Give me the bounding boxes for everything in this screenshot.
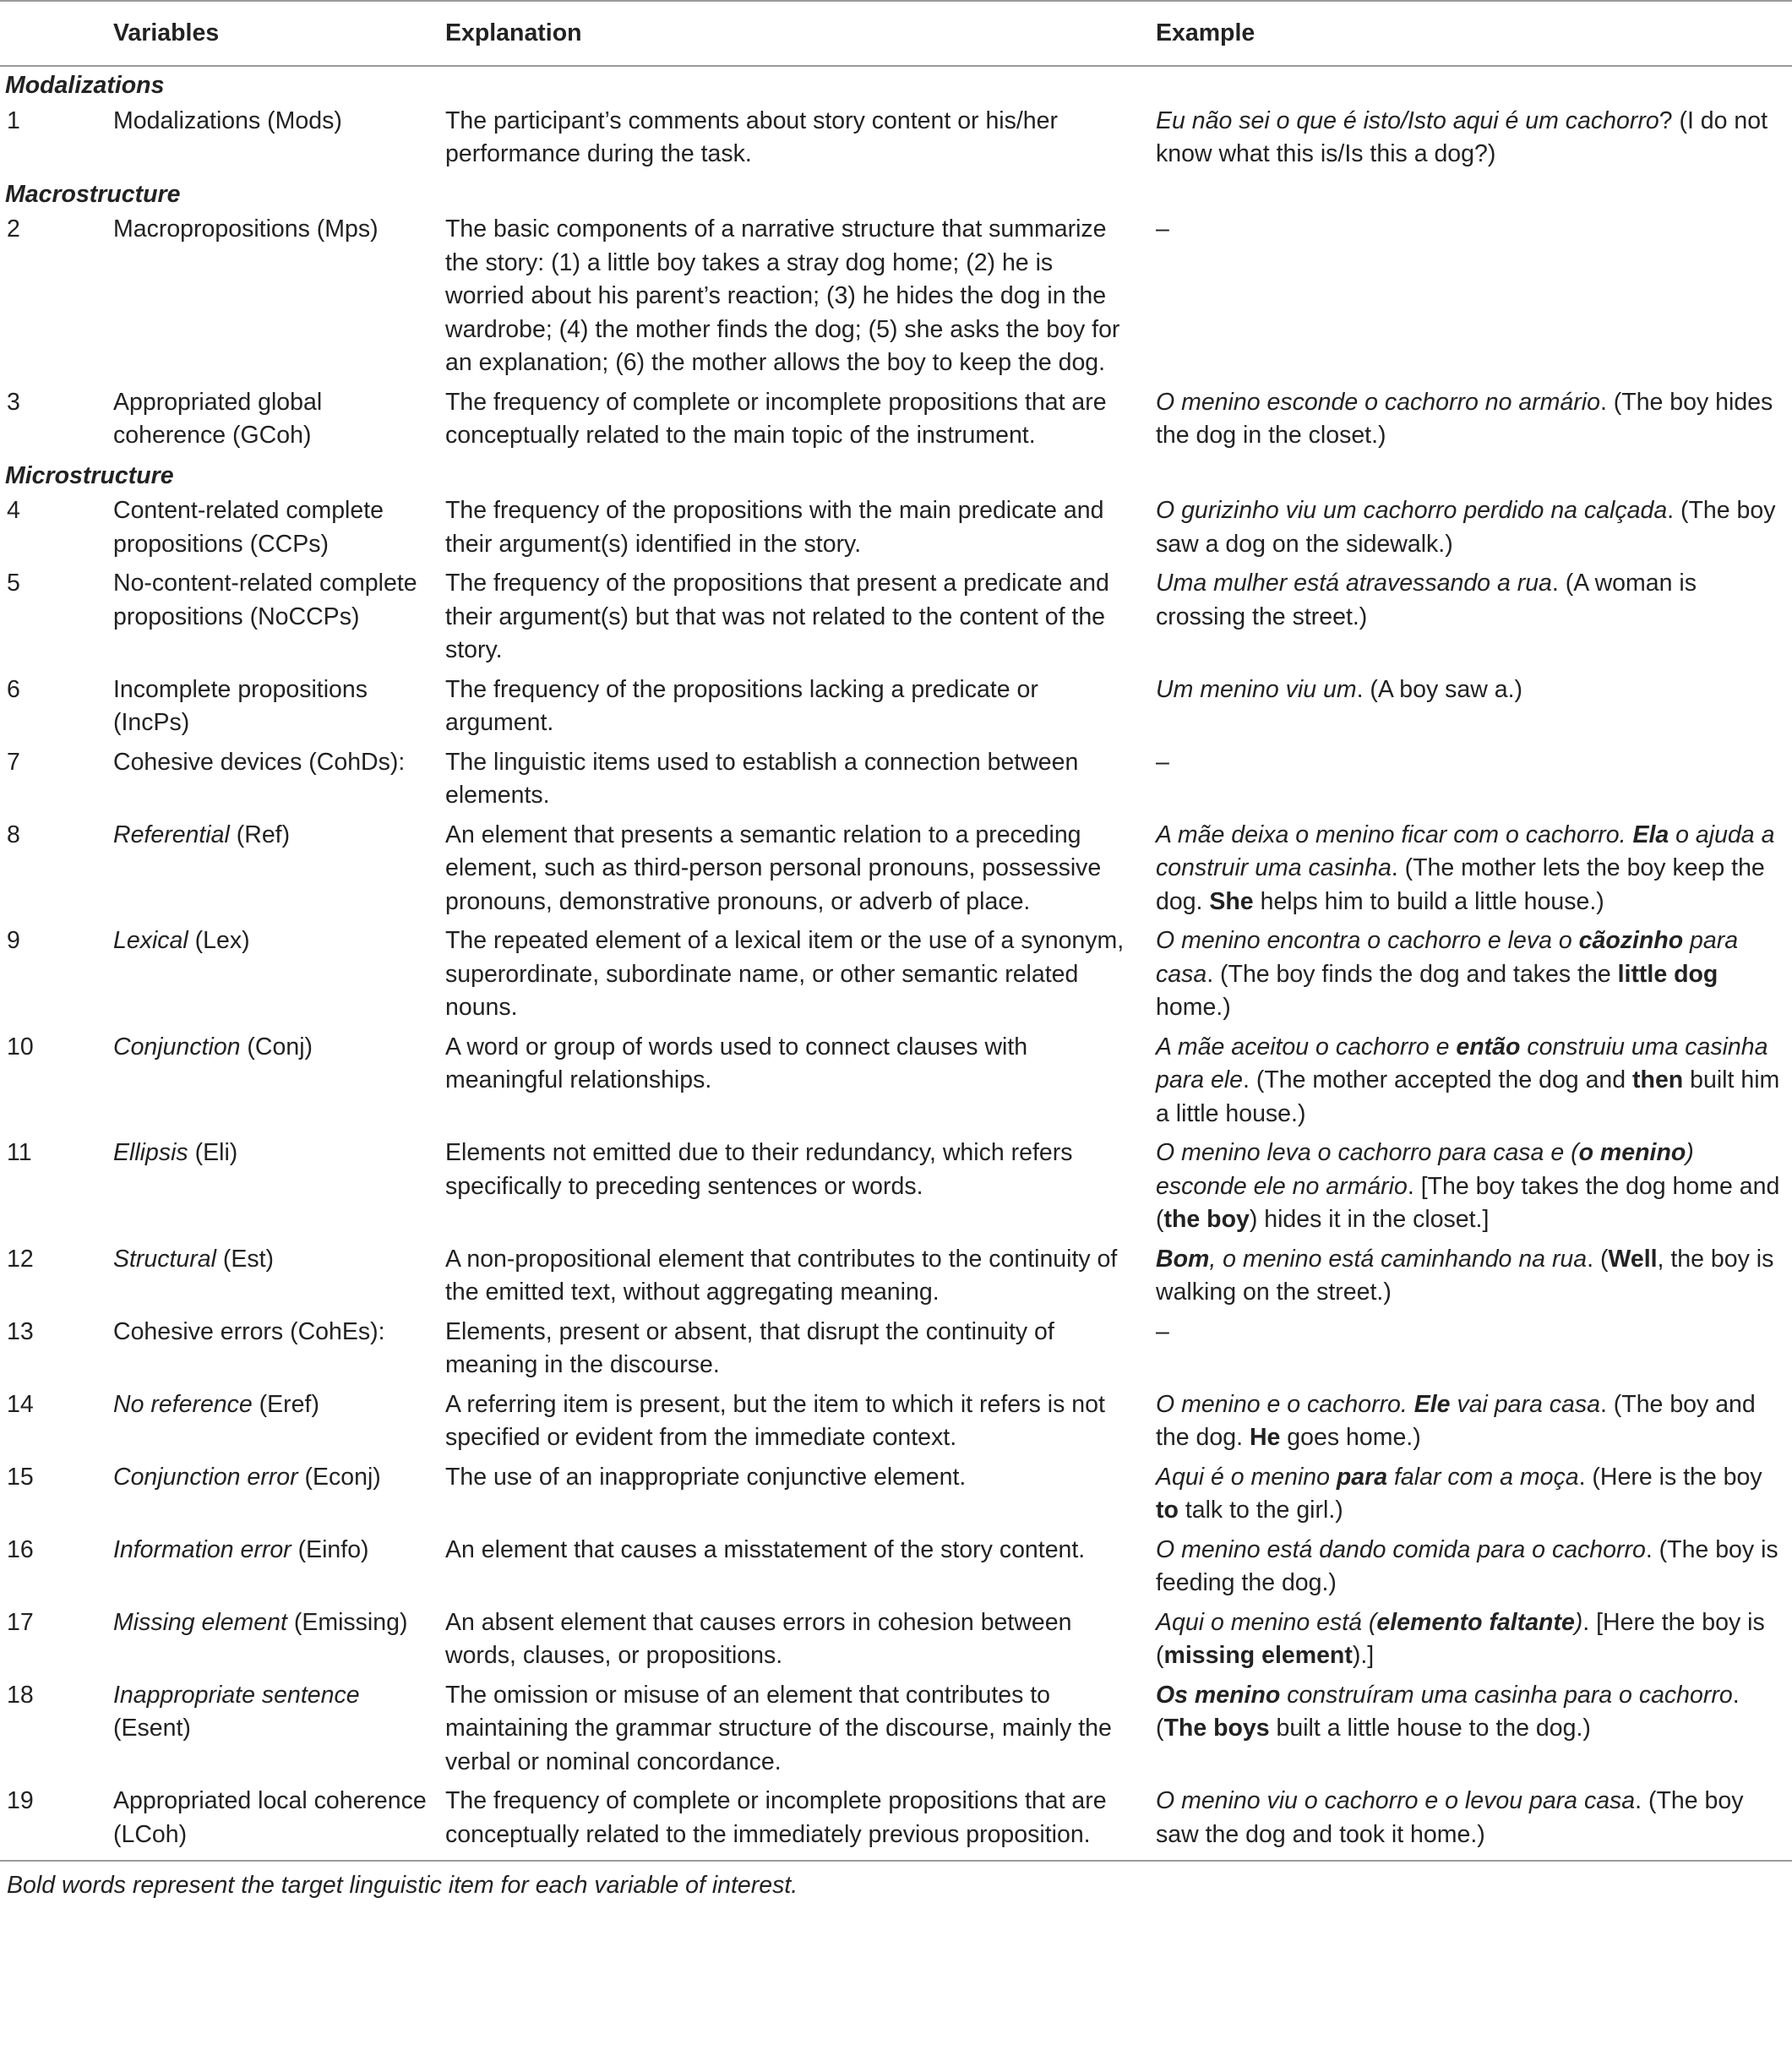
variable-text: (Eli) bbox=[188, 1139, 238, 1166]
variable-text: Conjunction bbox=[113, 1033, 241, 1061]
example-text: então bbox=[1456, 1033, 1521, 1061]
example-text: built a little house to the dog.) bbox=[1269, 1715, 1591, 1742]
example-text: Uma mulher está atravessando a rua bbox=[1156, 570, 1552, 597]
example-text: . (The boy finds the dog and takes the bbox=[1206, 960, 1618, 988]
variable-text: (Lex) bbox=[188, 927, 250, 954]
table-header-row bbox=[0, 1, 1792, 66]
explanation-cell: The frequency of complete or incomplete propositions that are conceptually related to the main topic of the instrument. bbox=[445, 388, 1107, 449]
section-row bbox=[0, 457, 1792, 493]
row-number: 7 bbox=[7, 748, 20, 776]
header-number bbox=[0, 1, 113, 66]
section-row bbox=[0, 66, 1792, 103]
variable-text: (Conj) bbox=[240, 1033, 313, 1061]
header-variables: Variables bbox=[113, 1, 445, 66]
variable-text: Modalizations (Mods) bbox=[113, 106, 342, 134]
example-cell bbox=[1156, 1314, 1792, 1387]
explanation-cell: The frequency of the propositions lacking a predicate or argument. bbox=[445, 675, 1038, 736]
variable-cell bbox=[113, 384, 445, 457]
example-text: goes home.) bbox=[1280, 1424, 1421, 1451]
variable-cell bbox=[113, 1241, 445, 1314]
explanation-cell: An absent element that causes errors in cohesion between words, clauses, or propositions. bbox=[445, 1608, 1072, 1669]
section-title: Modalizations bbox=[5, 72, 165, 99]
row-number: 14 bbox=[7, 1390, 34, 1418]
table-row bbox=[0, 923, 1792, 1029]
example-text: Eu não sei o que é isto/Isto aqui é um cachorro bbox=[1156, 106, 1659, 134]
example-text: ? (I do not know what this is/Is this a dog?) bbox=[1156, 106, 1768, 167]
example-cell bbox=[1156, 817, 1792, 924]
example-text: – bbox=[1156, 215, 1169, 243]
example-text: Os menino bbox=[1156, 1681, 1281, 1709]
variable-text: Appropriated global coherence (GCoh) bbox=[113, 388, 323, 449]
example-text: . ( bbox=[1156, 1681, 1740, 1742]
row-number: 5 bbox=[7, 570, 20, 597]
explanation-cell: The frequency of the propositions that present a predicate and their argument(s) but that was not related to the content of the story. bbox=[445, 570, 1109, 663]
example-text: elemento faltante bbox=[1376, 1608, 1575, 1636]
example-text: O menino viu o cachorro e o levou para casa bbox=[1156, 1787, 1636, 1814]
example-text: Aqui o menino está ( bbox=[1156, 1608, 1377, 1636]
variable-text: Information error bbox=[113, 1535, 291, 1563]
table-row bbox=[0, 744, 1792, 817]
variable-text: Referential bbox=[113, 821, 230, 848]
variable-text: No reference bbox=[113, 1390, 253, 1418]
variable-text: Inappropriate sentence bbox=[113, 1681, 360, 1709]
variable-text: (Emissing) bbox=[286, 1608, 408, 1636]
variable-cell bbox=[113, 211, 445, 384]
example-text: , the boy is walking on the street.) bbox=[1156, 1245, 1774, 1306]
example-text: o ajuda a construir uma casinha bbox=[1156, 821, 1775, 881]
table-body bbox=[0, 66, 1792, 1861]
variable-text: (Ref) bbox=[229, 821, 291, 848]
variable-text: Cohesive devices (CohDs): bbox=[113, 748, 406, 776]
example-text: O menino encontra o cachorro e leva o bbox=[1156, 927, 1579, 954]
example-text: . (The boy and the dog. bbox=[1156, 1390, 1756, 1451]
explanation-cell: Elements not emitted due to their redundancy, which refers specifically to preceding sentences or words. bbox=[445, 1139, 1073, 1200]
section-title: Microstructure bbox=[5, 461, 174, 489]
example-text: . (The boy saw the dog and took it home.) bbox=[1156, 1787, 1744, 1848]
variable-text: Lexical bbox=[113, 927, 188, 954]
variable-cell bbox=[113, 1387, 445, 1459]
example-cell bbox=[1156, 384, 1792, 457]
variable-text: Content-related complete propositions (CCPs) bbox=[113, 497, 384, 558]
example-text: Um menino viu um bbox=[1156, 675, 1357, 703]
table-row bbox=[0, 1135, 1792, 1241]
example-cell bbox=[1156, 1135, 1792, 1241]
example-text: para casa bbox=[1156, 927, 1739, 988]
table-row bbox=[0, 384, 1792, 457]
variable-text: Cohesive errors (CohEs): bbox=[113, 1317, 385, 1345]
example-text: construíram uma casinha para o cachorro bbox=[1280, 1681, 1733, 1709]
variable-cell bbox=[113, 103, 445, 176]
explanation-cell: The participant’s comments about story content or his/her performance during the task. bbox=[445, 106, 1058, 167]
example-text: home.) bbox=[1156, 994, 1231, 1021]
row-number: 1 bbox=[7, 106, 20, 134]
explanation-cell: A non-propositional element that contributes to the continuity of the emitted text, without aggregating meaning. bbox=[445, 1245, 1118, 1306]
example-text: construiu uma casinha para ele bbox=[1156, 1033, 1768, 1093]
explanation-cell: An element that presents a semantic relation to a preceding element, such as third-person personal pronouns, possessive pronouns, demonstrative pronouns, or adverb of place. bbox=[445, 821, 1102, 915]
example-text: . (The boy saw a dog on the sidewalk.) bbox=[1156, 497, 1776, 558]
variable-cell bbox=[113, 817, 445, 924]
example-cell bbox=[1156, 1029, 1792, 1136]
example-text: A mãe deixa o menino ficar com o cachorro. bbox=[1156, 821, 1633, 848]
variable-text: No-content-related complete propositions (NoCCPs) bbox=[113, 570, 417, 630]
example-text: – bbox=[1156, 748, 1169, 776]
row-number: 6 bbox=[7, 675, 20, 703]
example-text: ) bbox=[1574, 1608, 1583, 1636]
row-number: 13 bbox=[7, 1317, 34, 1345]
row-number: 12 bbox=[7, 1245, 34, 1273]
variable-text: (Einfo) bbox=[291, 1535, 369, 1563]
example-cell bbox=[1156, 1532, 1792, 1605]
table-row bbox=[0, 1459, 1792, 1532]
table-footnote: Bold words represent the target linguistic item for each variable of interest. bbox=[0, 1861, 1792, 1902]
example-text: Ela bbox=[1632, 821, 1669, 848]
variable-cell bbox=[113, 1532, 445, 1605]
variable-text: (Eref) bbox=[252, 1390, 319, 1418]
example-text: O gurizinho viu um cachorro perdido na calçada bbox=[1156, 497, 1668, 524]
row-number: 4 bbox=[7, 497, 20, 524]
example-text: built him a little house.) bbox=[1156, 1066, 1780, 1127]
example-text: O menino está dando comida para o cachorro bbox=[1156, 1535, 1646, 1563]
explanation-cell: The omission or misuse of an element that contributes to maintaining the grammar structure of the discourse, mainly the verbal or nominal concordance. bbox=[445, 1681, 1112, 1775]
row-number: 2 bbox=[7, 215, 20, 243]
row-number: 16 bbox=[7, 1535, 34, 1563]
example-cell bbox=[1156, 744, 1792, 817]
variable-cell bbox=[113, 493, 445, 565]
table-row bbox=[0, 1314, 1792, 1387]
example-text: falar com a moça bbox=[1387, 1463, 1579, 1491]
variable-cell bbox=[113, 1783, 445, 1861]
example-text: . [Here the boy is ( bbox=[1156, 1608, 1765, 1669]
table-row bbox=[0, 211, 1792, 384]
example-text: . (The mother accepted the dog and bbox=[1243, 1066, 1633, 1093]
explanation-cell: A referring item is present, but the item to which it refers is not specified or evident from the immediate context. bbox=[445, 1390, 1105, 1451]
row-number: 3 bbox=[7, 388, 20, 416]
example-text: o menino bbox=[1578, 1139, 1686, 1166]
variable-cell bbox=[113, 672, 445, 744]
example-text: She bbox=[1209, 887, 1254, 915]
variable-cell bbox=[113, 565, 445, 672]
example-text: – bbox=[1156, 1317, 1169, 1345]
example-cell bbox=[1156, 103, 1792, 176]
example-text: He bbox=[1249, 1424, 1281, 1451]
example-text: . ( bbox=[1587, 1245, 1609, 1273]
example-text: vai para casa bbox=[1450, 1390, 1600, 1418]
table-row bbox=[0, 1783, 1792, 1861]
example-cell bbox=[1156, 211, 1792, 384]
variable-text: Missing element bbox=[113, 1608, 287, 1636]
row-number: 19 bbox=[7, 1787, 34, 1814]
table-row bbox=[0, 103, 1792, 176]
example-text: to bbox=[1156, 1497, 1179, 1524]
explanation-cell: Elements, present or absent, that disrupt the continuity of meaning in the discourse. bbox=[445, 1317, 1054, 1378]
variable-cell bbox=[113, 744, 445, 817]
example-text: ) hides it in the closet.] bbox=[1249, 1206, 1490, 1233]
row-number: 8 bbox=[7, 821, 20, 848]
variable-text: (Econj) bbox=[297, 1463, 381, 1491]
example-cell bbox=[1156, 565, 1792, 672]
variable-text: Conjunction error bbox=[113, 1463, 298, 1491]
example-text: Ele bbox=[1413, 1390, 1451, 1418]
example-text: The boys bbox=[1163, 1715, 1270, 1742]
example-text: helps him to build a little house.) bbox=[1253, 887, 1604, 915]
table-row bbox=[0, 1605, 1792, 1677]
variable-text: Structural bbox=[113, 1245, 216, 1273]
explanation-cell: The repeated element of a lexical item or the use of a synonym, superordinate, subordinate name, or other semantic related nouns. bbox=[445, 927, 1125, 1021]
variable-cell bbox=[113, 1677, 445, 1784]
explanation-cell: A word or group of words used to connect clauses with meaningful relationships. bbox=[445, 1033, 1028, 1093]
example-text: Bom bbox=[1156, 1245, 1210, 1273]
example-text: . (The boy hides the dog in the closet.) bbox=[1156, 388, 1773, 449]
example-text: little dog bbox=[1617, 960, 1718, 988]
example-text: ) esconde ele no armário bbox=[1156, 1139, 1694, 1200]
row-number: 9 bbox=[7, 927, 20, 954]
table-row bbox=[0, 1532, 1792, 1605]
example-cell bbox=[1156, 1459, 1792, 1532]
explanation-cell: The basic components of a narrative structure that summarize the story: (1) a little boy takes a stray dog home; (2) he is worried about his parent’s reaction; (3) he hides the dog in the wardrobe; (4) the mother finds the dog; (5) she asks the boy for an explanation; (6) the mother allows the boy to keep the dog. bbox=[445, 215, 1120, 376]
table-row bbox=[0, 1677, 1792, 1784]
example-text: O menino esconde o cachorro no armário bbox=[1156, 388, 1600, 416]
row-number: 11 bbox=[7, 1139, 32, 1166]
variable-text: (Est) bbox=[215, 1245, 275, 1273]
example-cell bbox=[1156, 1783, 1792, 1861]
example-text: ).] bbox=[1352, 1642, 1375, 1669]
example-text: Aqui é o menino bbox=[1156, 1463, 1337, 1491]
example-text: , o menino está caminhando na rua bbox=[1209, 1245, 1588, 1273]
example-text: Well bbox=[1608, 1245, 1658, 1273]
example-text: para bbox=[1336, 1463, 1388, 1491]
table-row bbox=[0, 1029, 1792, 1136]
example-text: . (The boy is feeding the dog.) bbox=[1156, 1535, 1778, 1596]
example-cell bbox=[1156, 1677, 1792, 1784]
example-text: . (Here is the boy bbox=[1578, 1463, 1762, 1491]
example-text: O menino e o cachorro. bbox=[1156, 1390, 1414, 1418]
section-row bbox=[0, 176, 1792, 212]
example-text: . [The boy takes the dog home and ( bbox=[1156, 1172, 1780, 1233]
variable-cell bbox=[113, 1605, 445, 1677]
table-row bbox=[0, 565, 1792, 672]
variable-text: Incomplete propositions (IncPs) bbox=[113, 675, 368, 736]
example-text: . (A woman is crossing the street.) bbox=[1156, 570, 1697, 630]
table-row bbox=[0, 817, 1792, 924]
example-text: . (A boy saw a.) bbox=[1356, 675, 1522, 703]
row-number: 17 bbox=[7, 1608, 34, 1636]
example-text: talk to the girl.) bbox=[1178, 1497, 1343, 1524]
example-text: then bbox=[1632, 1066, 1684, 1093]
example-text: O menino leva o cachorro para casa e ( bbox=[1156, 1139, 1579, 1166]
row-number: 15 bbox=[7, 1463, 34, 1491]
section-title: Macrostructure bbox=[5, 180, 181, 208]
variable-cell bbox=[113, 1029, 445, 1136]
example-text: missing element bbox=[1163, 1642, 1353, 1669]
row-number: 18 bbox=[7, 1681, 34, 1709]
explanation-cell: The frequency of the propositions with the main predicate and their argument(s) identified in the story. bbox=[445, 497, 1104, 558]
variable-text: Appropriated local coherence (LCoh) bbox=[113, 1787, 427, 1848]
variable-cell bbox=[113, 1314, 445, 1387]
example-text: the boy bbox=[1163, 1206, 1250, 1233]
explanation-cell: The frequency of complete or incomplete propositions that are conceptually related to the immediately previous proposition. bbox=[445, 1787, 1107, 1848]
example-cell bbox=[1156, 672, 1792, 744]
header-explanation: Explanation bbox=[445, 1, 1156, 66]
variable-text: Macropropositions (Mps) bbox=[113, 215, 379, 243]
example-cell bbox=[1156, 1605, 1792, 1677]
table-row bbox=[0, 1387, 1792, 1459]
variable-text: Ellipsis bbox=[113, 1139, 188, 1166]
example-text: cãozinho bbox=[1578, 927, 1684, 954]
variable-cell bbox=[113, 923, 445, 1029]
table-row bbox=[0, 1241, 1792, 1314]
explanation-cell: The linguistic items used to establish a connection between elements. bbox=[445, 748, 1079, 809]
table-row bbox=[0, 493, 1792, 565]
example-cell bbox=[1156, 493, 1792, 565]
example-cell bbox=[1156, 923, 1792, 1029]
explanation-cell: The use of an inappropriate conjunctive element. bbox=[445, 1463, 967, 1491]
example-text: A mãe aceitou o cachorro e bbox=[1156, 1033, 1457, 1061]
example-text: . (The mother lets the boy keep the dog. bbox=[1156, 854, 1765, 915]
variable-cell bbox=[113, 1459, 445, 1532]
example-cell bbox=[1156, 1387, 1792, 1459]
variable-cell bbox=[113, 1135, 445, 1241]
header-example: Example bbox=[1156, 1, 1792, 66]
variable-text: (Esent) bbox=[113, 1715, 191, 1742]
row-number: 10 bbox=[7, 1033, 34, 1061]
example-cell bbox=[1156, 1241, 1792, 1314]
table-row bbox=[0, 672, 1792, 744]
explanation-cell: An element that causes a misstatement of the story content. bbox=[445, 1535, 1086, 1563]
